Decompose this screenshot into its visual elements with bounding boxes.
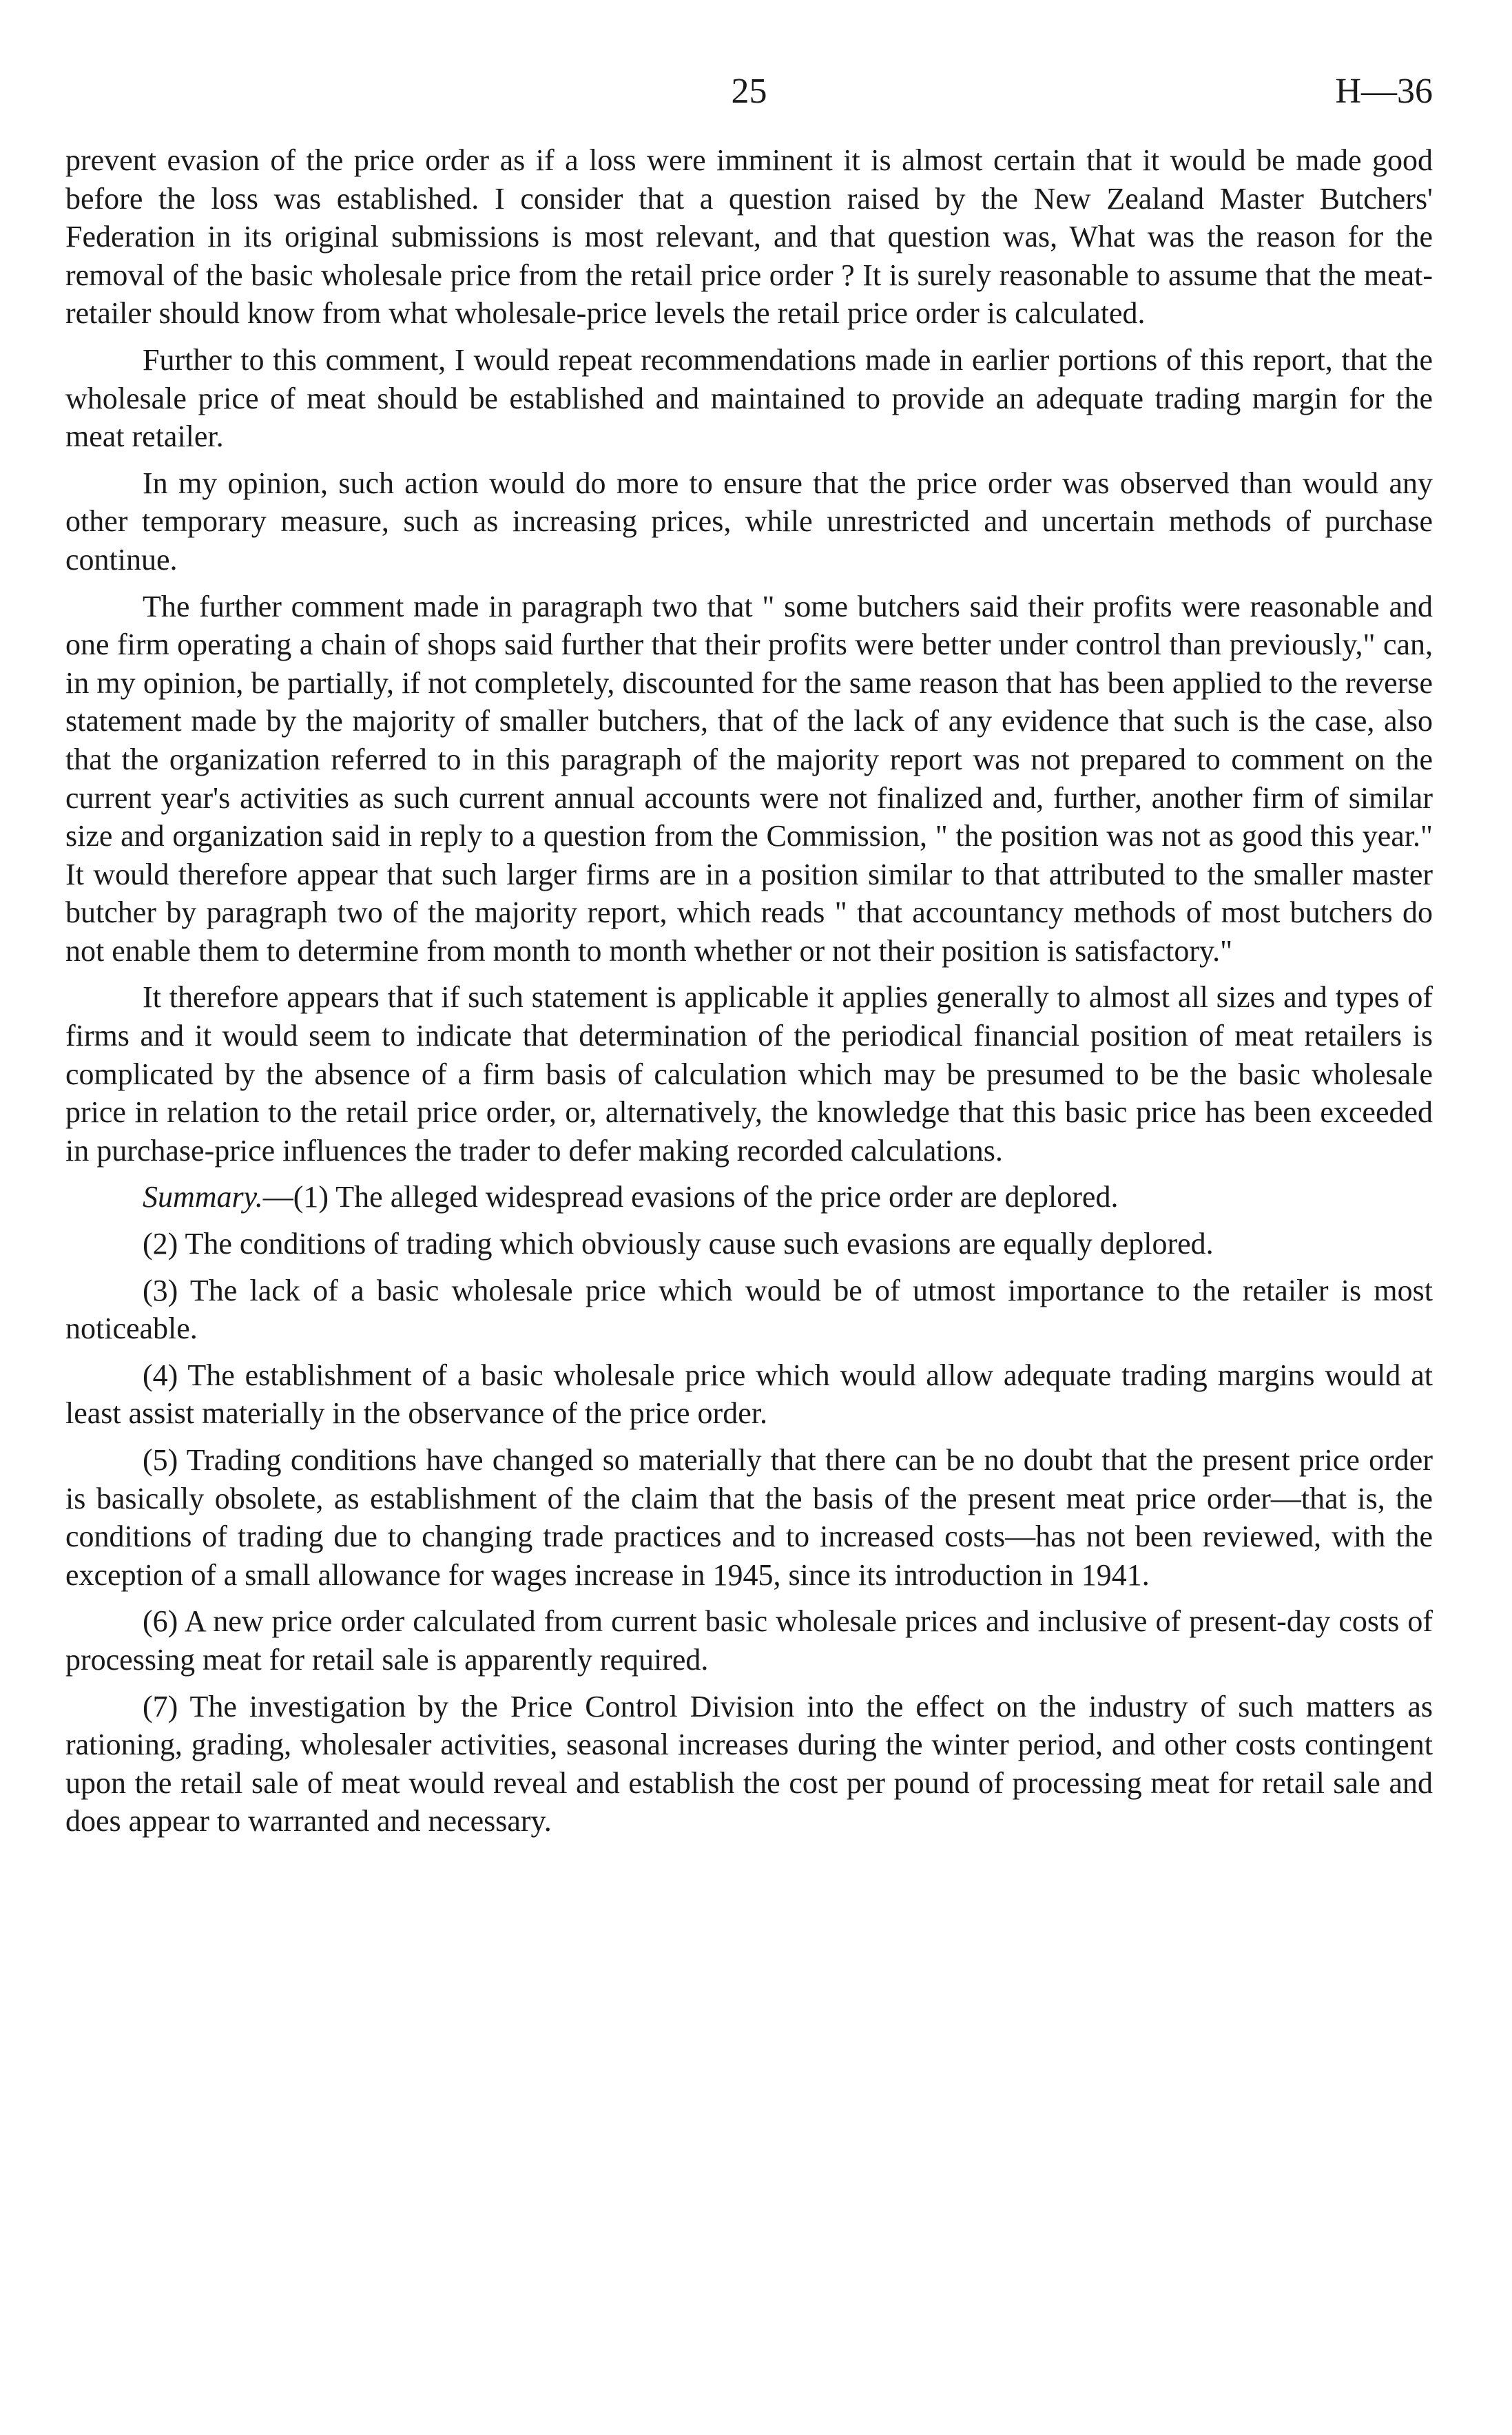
paragraph: It therefore appears that if such statement is applicable it applies generally to almost all sizes and types of firms and it would seem to indicate that determination of the periodical financial position of meat retailers is complicated by the absence of a firm basis of calculation which may be presumed to be the basic wholesale price in relation to the retail price order, or, alternatively, the knowledge that this basic price has been exceeded in purchase-price influences the trader to defer making recorded calculations. — [65, 980, 1433, 1168]
summary-item: (2) The conditions of trading which obviously cause such evasions are equally deplored. — [143, 1227, 1214, 1261]
paragraph: In my opinion, such action would do more to ensure that the price order was observed than would any other temporary measure, such as increasing prices, while unrestricted and uncertain methods of purchase continue. — [65, 466, 1433, 577]
paragraph: The further comment made in paragraph two that " some butchers said their profits were reasonable and one firm operating a chain of shops said further that their profits were better under control than previously," can, in my opinion, be partially, if not completely, discounted for the same reason that has been applied to the reverse statement made by the majority of smaller butchers, that of the lack of any evidence that such is the case, also that the organization referred to in this paragraph of the majority report was not prepared to comment on the current year's activities as such current annual accounts were not finalized and, further, another firm of similar size and organization said in reply to a question from the Commission, " the position was not as good this year." It would therefore appear that such larger firms are in a position similar to that attributed to the smaller master butcher by paragraph two of the majority report, which reads " that accountancy methods of most butchers do not enable them to determine from month to month whether or not their position is satisfactory." — [65, 589, 1433, 968]
document-code: H—36 — [1335, 72, 1433, 111]
summary-item: (5) Trading conditions have changed so materially that there can be no doubt that the present price order is basically obsolete, as establishment of the claim that the basis of the present meat price order—that is, the conditions of trading due to changing trade practices and to increased costs—has not been reviewed, with the exception of a small allowance for wages increase in 1945, since its introduction in 1941. — [65, 1443, 1433, 1592]
summary-item: (7) The investigation by the Price Control Division into the effect on the industry of such matters as rationing, grading, wholesaler activities, seasonal increases during the winter period, and other costs contingent upon the retail sale of meat would reveal and establish the cost per pound of processing meat for retail sale and does appear to warranted and necessary. — [65, 1689, 1433, 1838]
summary-item — [65, 1178, 1433, 1216]
summary-item: (6) A new price order calculated from current basic wholesale prices and inclusive of present-day costs of processing meat for retail sale is apparently required. — [65, 1604, 1433, 1677]
summary-item: (4) The establishment of a basic wholesale price which would allow adequate trading margins would at least assist materially in the observance of the price order. — [65, 1358, 1433, 1431]
summary-label: Summary. — [143, 1180, 263, 1214]
page-number: 25 — [731, 72, 767, 111]
summary-item-text: —(1) The alleged widespread evasions of the price order are deplored. — [262, 1180, 1119, 1214]
paragraph: Further to this comment, I would repeat recommendations made in earlier portions of this report, that the wholesale price of meat should be established and maintained to provide an adequate trading margin for the meat retailer. — [65, 342, 1433, 454]
summary-item: (3) The lack of a basic wholesale price which would be of utmost importance to the retailer is most noticeable. — [65, 1273, 1433, 1346]
paragraph-continuation: prevent evasion of the price order as if a loss were imminent it is almost certain that it would be made good before the loss was established. I consider that a question raised by the New Zealand Master Butchers' Federation in its original submissions is most relevant, and that question was, What was the reason for the removal of the basic wholesale price from the retail price order ? It is surely reasonable to assume that the meat-retailer should know from what wholesale-price levels the retail price order is calculated. — [65, 143, 1433, 331]
body-text — [65, 141, 1433, 1841]
document-page — [65, 65, 1433, 2407]
page-header — [65, 65, 1433, 141]
